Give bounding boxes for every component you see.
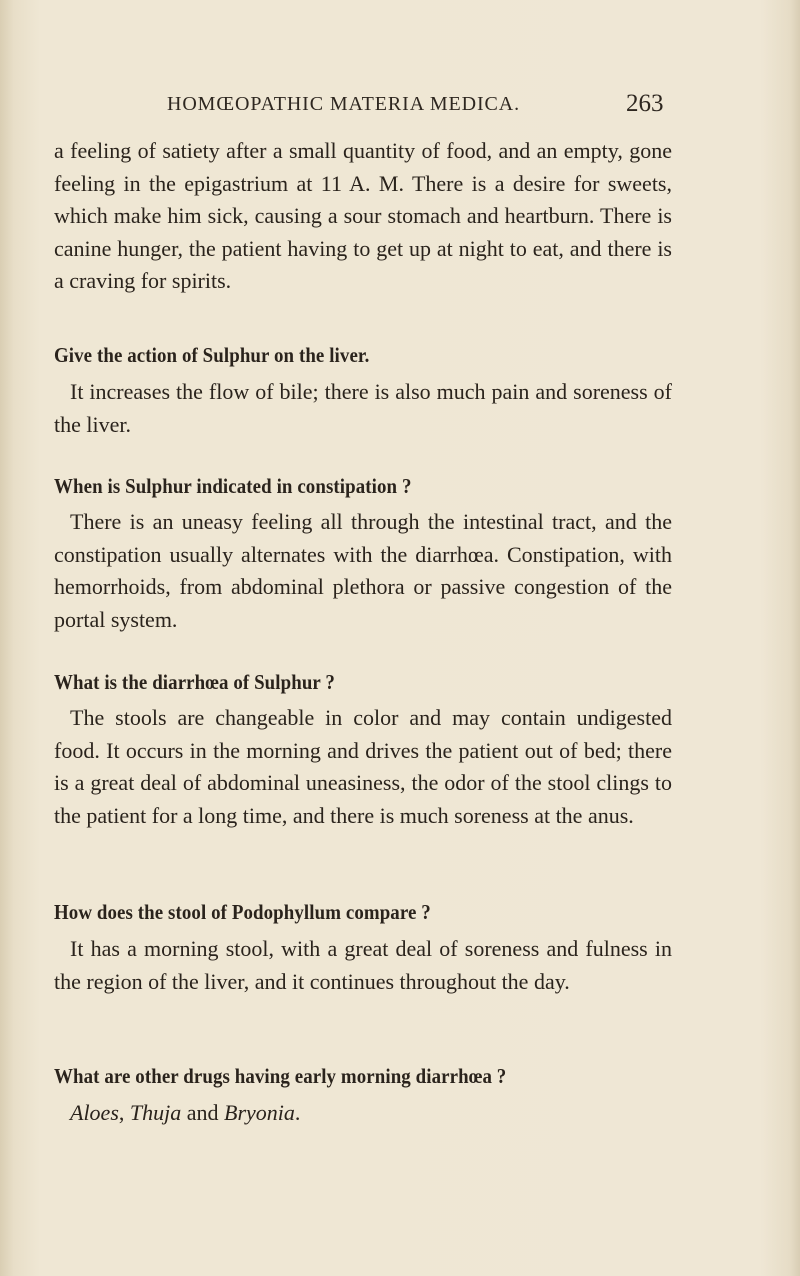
answer-paragraph: It has a morning stool, with a great deal of soreness and fulness in the region of the liver, and it continues throughout the day.	[54, 936, 672, 994]
question-heading: What is the diarrhœa of Sulphur ?	[54, 670, 335, 694]
question-heading: What are other drugs having early morning diarrhœa ?	[54, 1064, 507, 1088]
separator-and: and	[181, 1100, 225, 1125]
question-heading: Give the action of Sulphur on the liver.	[54, 343, 370, 367]
separator-comma: ,	[118, 1100, 130, 1125]
answer-paragraph: It increases the flow of bile; there is also much pain and soreness of the liver.	[54, 379, 672, 437]
paragraph-continuation: a feeling of satiety after a small quantity of food, and an empty, gone feeling in the epigastrium at 11 A. M. There is a desire for sweets, which make him sick, causing a sour stomach and heartburn. There is canine hunger, the patient having to get up at night to eat, and there is a craving for spirits.	[54, 138, 672, 293]
question-heading: When is Sulphur indicated in constipation ?	[54, 474, 412, 498]
drug-bryonia: Bryonia	[224, 1100, 295, 1125]
answer-paragraph: The stools are changeable in color and may contain undigested food. It occurs in the morning and drives the patient out of bed; there is a great deal of abdominal uneasiness, the odor of the stool clings to the patient for a long time, and there is much soreness at the anus.	[54, 705, 672, 828]
running-title: HOMŒOPATHIC MATERIA MEDICA.	[167, 93, 521, 115]
answer-paragraph	[54, 1097, 672, 1130]
answer-paragraph: There is an uneasy feeling all through the intestinal tract, and the constipation usually alternates with the diarrhœa. Constipation, with hemorrhoids, from abdominal plethora or passive congestion of the portal system.	[54, 509, 672, 632]
drug-thuja: Thuja	[129, 1100, 182, 1125]
question-heading: How does the stool of Podophyllum compare ?	[54, 900, 431, 924]
page-number: 263	[626, 90, 664, 117]
drug-aloes: Aloes	[70, 1100, 119, 1125]
separator-period: .	[294, 1100, 301, 1125]
